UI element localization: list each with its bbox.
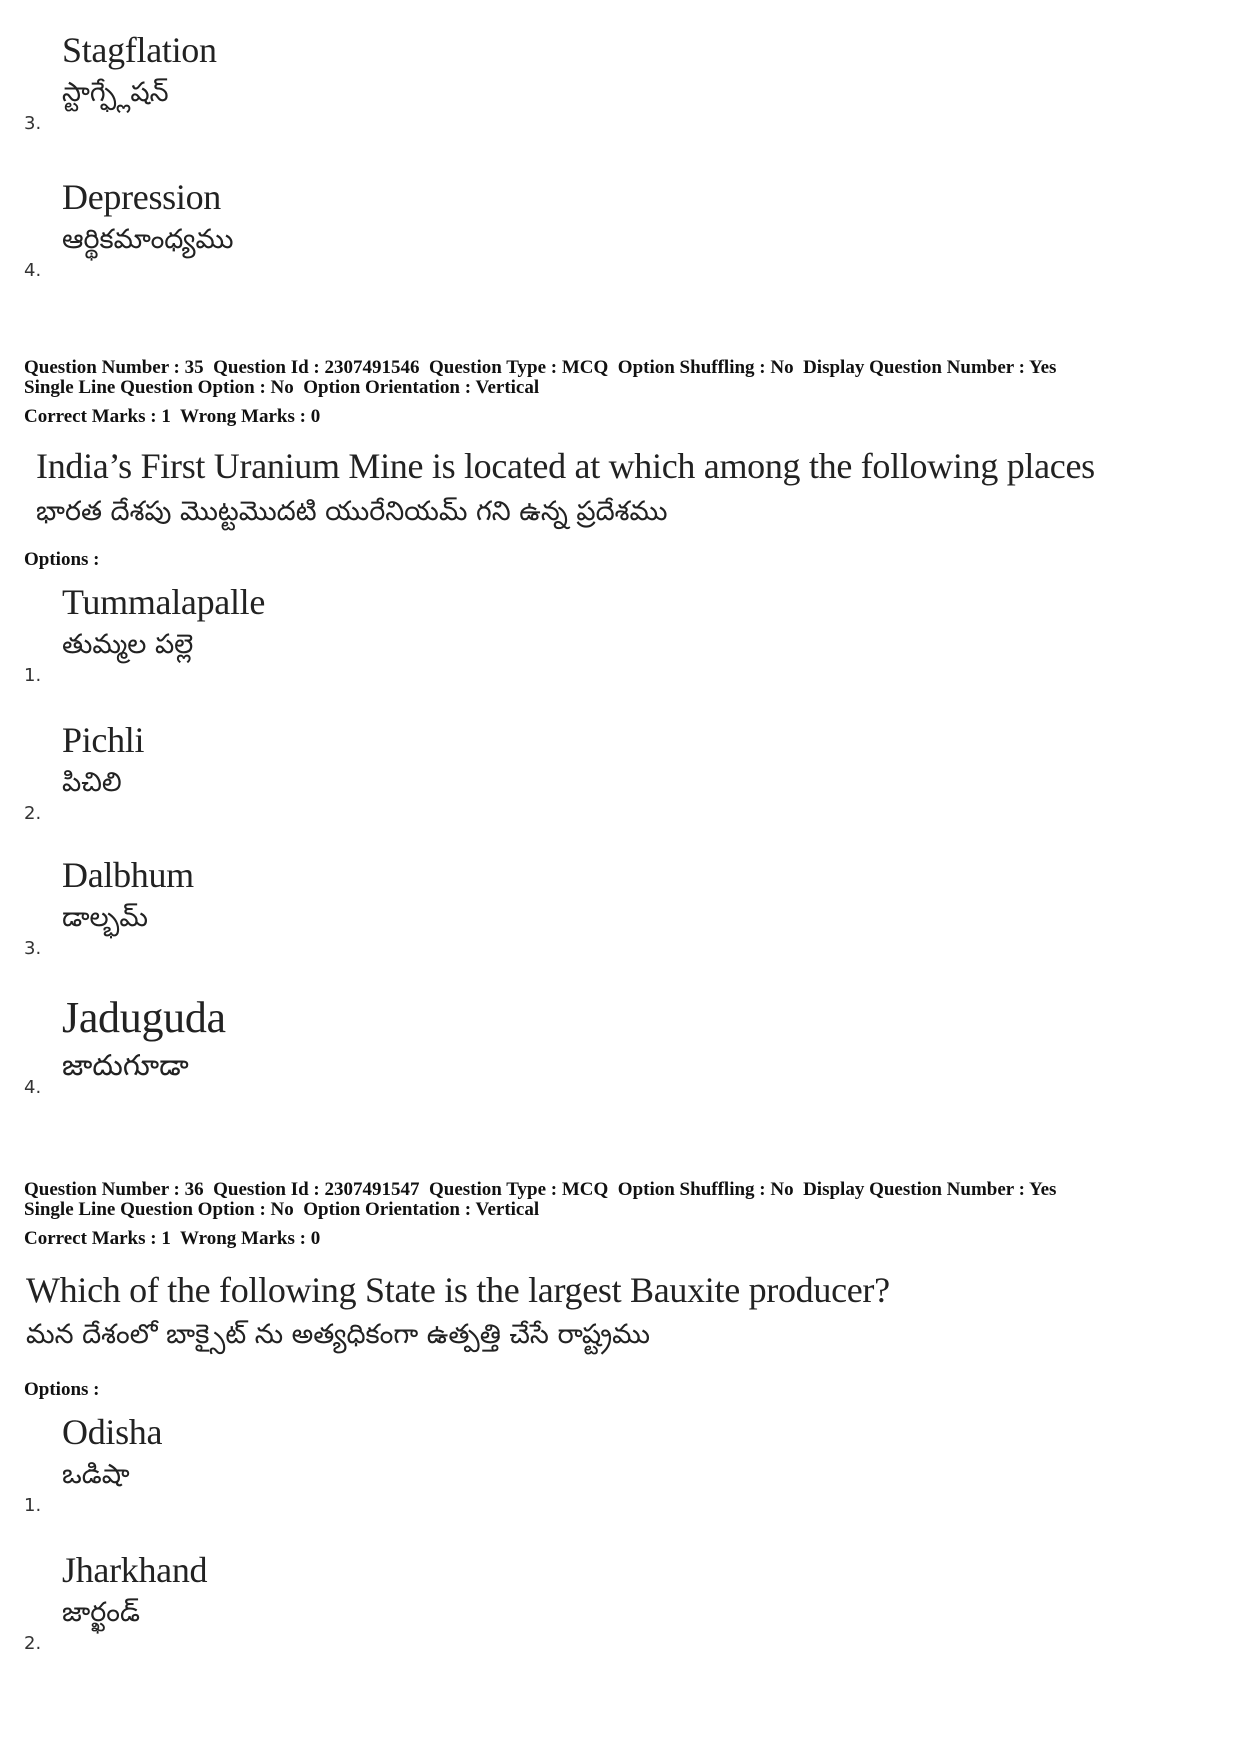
option-english: Jaduguda (62, 993, 226, 1042)
option-4[interactable] (0, 994, 1240, 1114)
option-2[interactable] (0, 720, 1240, 840)
option-telugu: తుమ్మల పల్లె (62, 629, 194, 660)
question-text-english: Which of the following State is the largest Bauxite producer? (26, 1270, 890, 1310)
option-number: 4. (24, 1077, 42, 1098)
option-3[interactable] (0, 855, 1240, 975)
option-telugu: ఒడిషా (62, 1459, 130, 1490)
option-english: Jharkhand (62, 1550, 208, 1590)
option-4[interactable] (0, 177, 1240, 297)
question-marks: Correct Marks : 1 Wrong Marks : 0 (24, 406, 321, 427)
question-text-telugu: భారత దేశపు మొట్టమొదటి యురేనియమ్ గని ఉన్న ప్రదేశము (36, 496, 668, 527)
question-meta-line-1: Question Number : 36 Question Id : 2307491547 Question Type : MCQ Option Shuffling : No Display Question Number : Yes (24, 1179, 1057, 1200)
option-telugu: ఆర్థికమాంధ్యము (62, 224, 234, 255)
options-label: Options : (24, 549, 100, 570)
question-meta-line-2: Single Line Question Option : No Option Orientation : Vertical (24, 377, 540, 398)
option-telugu: పిచిలి (62, 767, 122, 798)
option-number: 3. (24, 113, 42, 134)
question-marks: Correct Marks : 1 Wrong Marks : 0 (24, 1228, 321, 1249)
option-number: 1. (24, 665, 42, 686)
question-text-telugu: మన దేశంలో బాక్సైట్ ను అత్యధికంగా ఉత్పత్తి చేసే రాష్ట్రము (26, 1319, 651, 1350)
question-meta-line-2: Single Line Question Option : No Option Orientation : Vertical (24, 1199, 540, 1220)
question-meta-line-1: Question Number : 35 Question Id : 2307491546 Question Type : MCQ Option Shuffling : No Display Question Number : Yes (24, 357, 1057, 378)
option-number: 3. (24, 938, 42, 959)
option-number: 2. (24, 803, 42, 824)
option-english: Dalbhum (62, 855, 194, 895)
option-1[interactable] (0, 1412, 1240, 1532)
option-english: Odisha (62, 1412, 163, 1452)
option-telugu: డాల్భమ్ (62, 902, 148, 933)
option-english: Stagflation (62, 30, 217, 70)
question-text-english: India’s First Uranium Mine is located at which among the following places (36, 446, 1095, 486)
option-english: Pichli (62, 720, 145, 760)
option-number: 1. (24, 1495, 42, 1516)
option-english: Tummalapalle (62, 582, 266, 622)
option-1[interactable] (0, 582, 1240, 702)
option-3[interactable] (0, 30, 1240, 150)
option-telugu: స్టాగ్ఫ్లేషన్ (62, 77, 169, 108)
option-number: 4. (24, 260, 42, 281)
option-english: Depression (62, 177, 221, 217)
option-telugu: జాదుగూడా (62, 1048, 189, 1082)
option-telugu: జార్ఖండ్ (62, 1597, 140, 1628)
option-number: 2. (24, 1633, 42, 1654)
options-label: Options : (24, 1379, 100, 1400)
option-2[interactable] (0, 1550, 1240, 1670)
